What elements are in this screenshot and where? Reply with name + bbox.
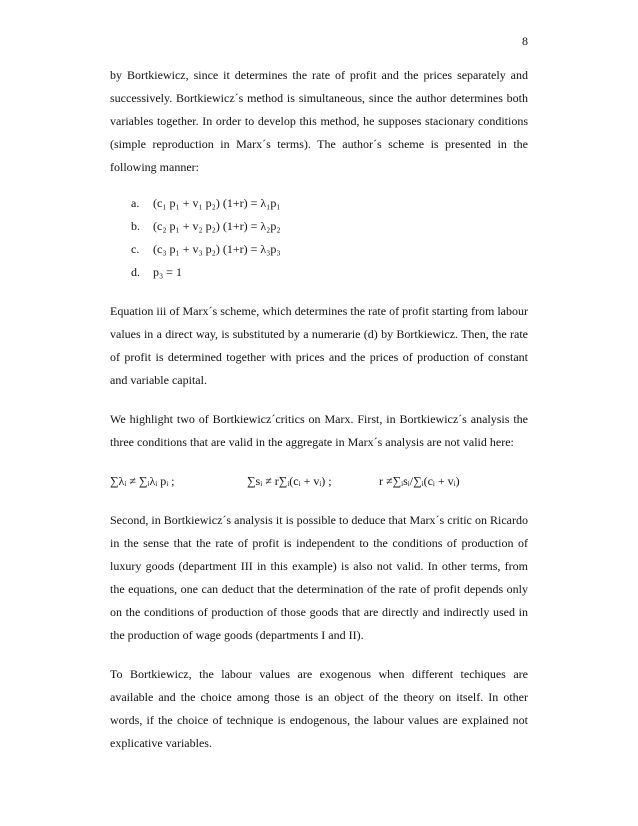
paragraph-ricardo: Second, in Bortkiewicz´s analysis it is possible to deduce that Marx´s critic on Ricardo in the sense that the rate of profit is independent to the conditions of production of luxury goods (department III in this example) is also not valid. In other terms, from the equations, one can deduct that the determination of the rate of profit depends only on the conditions of production of those goods that are directly and indirectly used in the production of wage goods (departments I and II).	[110, 513, 528, 642]
condition-profit-rate: r ≠∑ᵢsᵢ/∑ᵢ(cᵢ + vᵢ)	[379, 474, 460, 488]
equation-item	[131, 261, 528, 284]
equation-item	[131, 192, 528, 215]
condition-surplus: ∑sᵢ ≠ r∑ᵢ(cᵢ + vᵢ) ;	[247, 474, 332, 488]
condition-values: ∑λᵢ ≠ ∑ᵢλᵢ pᵢ ;	[110, 474, 175, 488]
equation-text: (c₃ p₁ + v₃ p₂) (1+r) = λ₃p₃	[153, 242, 281, 256]
page-number: 8	[522, 34, 528, 48]
document-body	[110, 64, 528, 755]
paragraph-numeraire: Equation iii of Marx´s scheme, which determines the rate of profit starting from labour values in a direct way, is substituted by a numerarie (d) by Bortkiewicz. Then, the rate of profit is determined together with prices and the prices of production of constant and variable capital.	[110, 304, 528, 387]
paragraph-critics: We highlight two of Bortkiewicz´critics on Marx. First, in Bortkiewicz´s analysis the three conditions that are valid in the aggregate in Marx´s analysis are not valid here:	[110, 412, 528, 449]
equation-text: (c₁ p₁ + v₁ p₂) (1+r) = λ₁p₁	[153, 196, 281, 210]
intro-paragraph: by Bortkiewicz, since it determines the rate of profit and the prices separately and successively. Bortkiewicz´s method is simultaneous, since the author determines both variables together. In order to develop this method, he supposes stacionary conditions (simple reproduction in Marx´s terms). The author´s scheme is presented in the following manner:	[110, 68, 528, 174]
equation-item	[131, 238, 528, 261]
equation-marker: b.	[131, 219, 140, 233]
equation-item	[131, 215, 528, 238]
conditions-line	[110, 470, 528, 493]
equation-text: p₃ = 1	[153, 265, 182, 279]
paragraph-labour-values: To Bortkiewicz, the labour values are exogenous when different techiques are available and the choice among those is an object of the theory on itself. In other words, if the choice of technique is endogenous, the labour values are explained not explicative variables.	[110, 667, 528, 750]
equation-list	[110, 192, 528, 284]
equation-marker: c.	[131, 242, 140, 256]
equation-marker: a.	[131, 196, 140, 210]
equation-text: (c₂ p₁ + v₂ p₂) (1+r) = λ₂p₂	[153, 219, 281, 233]
equation-marker: d.	[131, 265, 140, 279]
